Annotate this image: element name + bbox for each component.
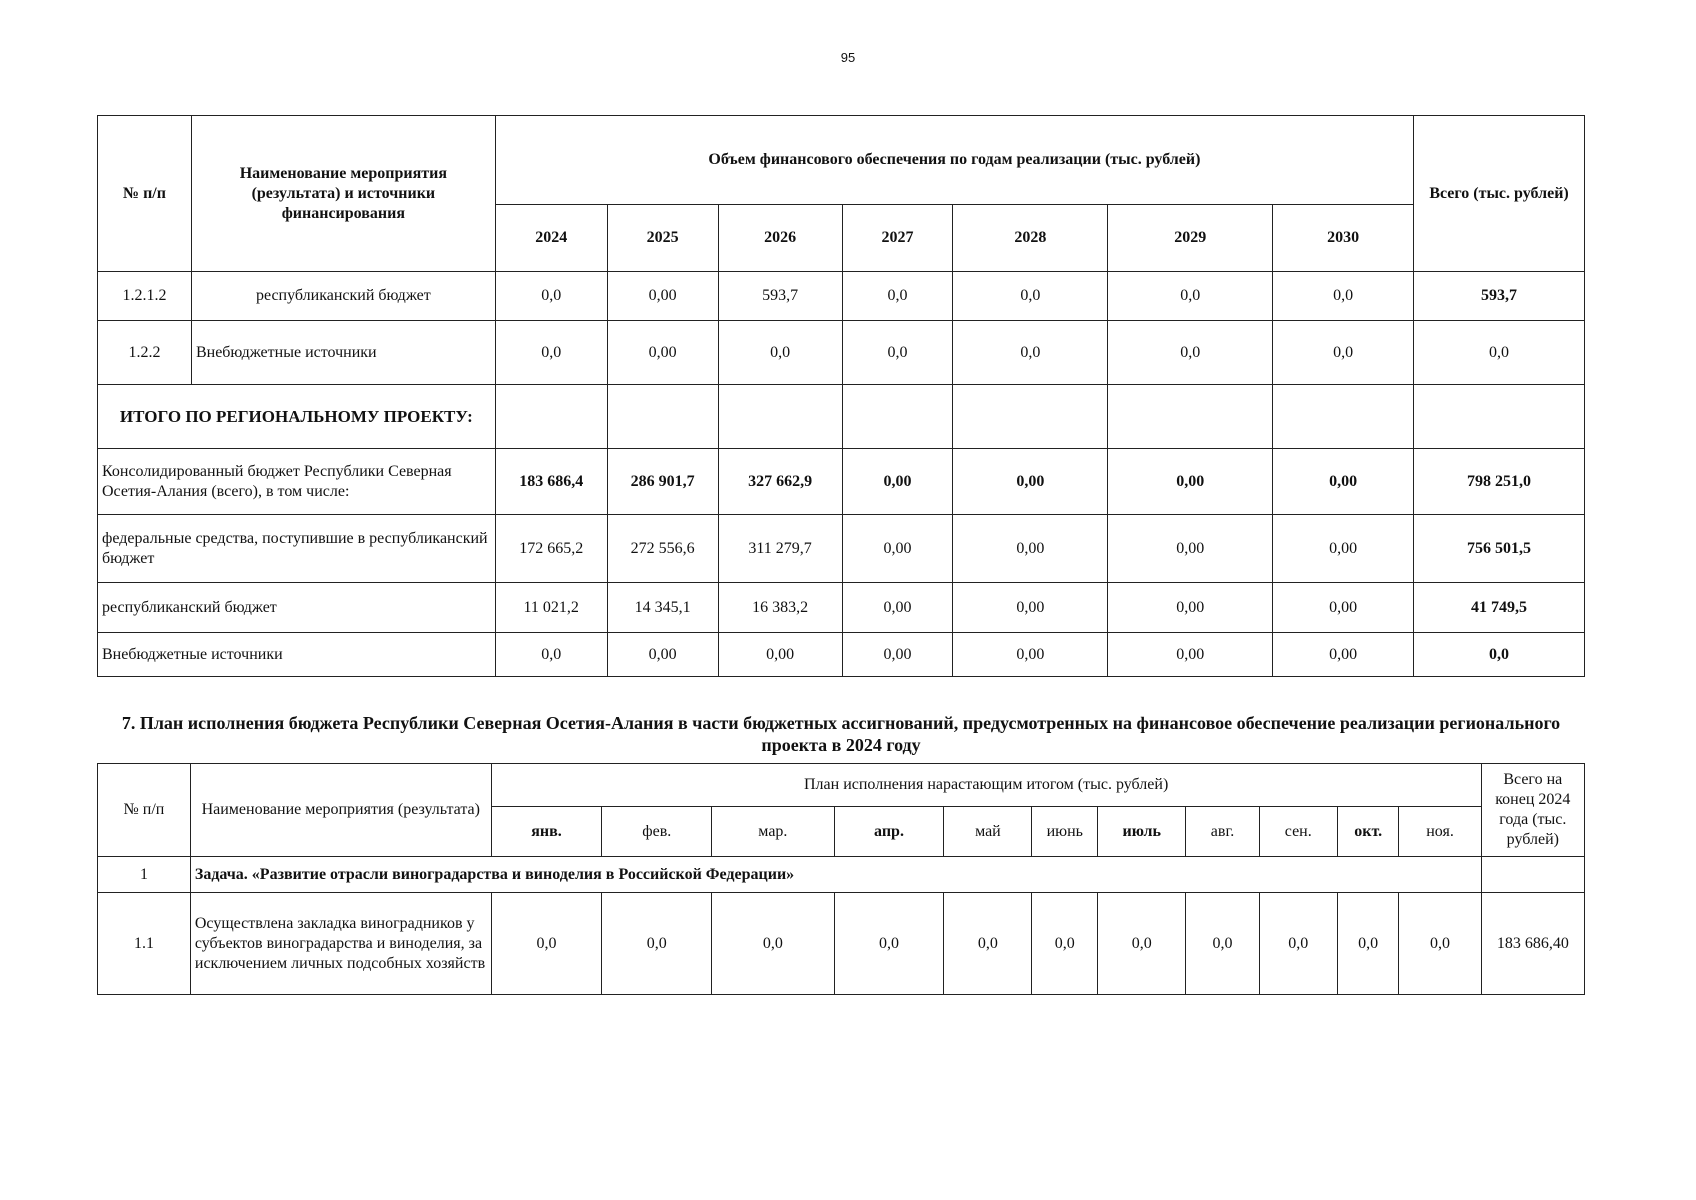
row-value: 0,0 — [602, 893, 712, 995]
row-value: 272 556,6 — [607, 515, 718, 583]
col-header-month: сен. — [1259, 807, 1337, 857]
col-header-month: мар. — [712, 807, 835, 857]
row-value: 0,00 — [718, 633, 842, 677]
row-value: 0,00 — [842, 515, 953, 583]
row-value: 0,0 — [1259, 893, 1337, 995]
budget-plan-table — [97, 763, 1585, 995]
row-value: 0,00 — [607, 321, 718, 385]
section-7-title: 7. План исполнения бюджета Республики Северная Осетия-Алания в части бюджетных ассигнований, предусмотренных на финансовое обеспечение реализации регионального проекта в 2024 году — [121, 713, 1561, 755]
row-name: республиканский бюджет — [98, 583, 496, 633]
col-header-year: 2025 — [607, 205, 718, 272]
row-total: 756 501,5 — [1414, 515, 1585, 583]
table-row — [98, 583, 1585, 633]
row-value: 0,00 — [1108, 449, 1273, 515]
row-value: 0,00 — [1273, 633, 1414, 677]
col-header-total: Всего (тыс. рублей) — [1414, 116, 1585, 272]
task-name: Задача. «Развитие отрасли виноградарства и виноделия в Российской Федерации» — [190, 857, 1481, 893]
row-value: 172 665,2 — [495, 515, 607, 583]
row-value: 0,00 — [953, 449, 1108, 515]
table-row — [98, 321, 1585, 385]
col-header-month: фев. — [602, 807, 712, 857]
task-num: 1 — [98, 857, 191, 893]
row-value: 0,0 — [1337, 893, 1399, 995]
table-row — [98, 272, 1585, 321]
row-value: 0,0 — [712, 893, 835, 995]
row-name: федеральные средства, поступившие в республиканский бюджет — [98, 515, 496, 583]
row-value: 0,0 — [842, 272, 953, 321]
financing-table — [97, 115, 1585, 677]
col-header-months-group: План исполнения нарастающим итогом (тыс. рублей) — [491, 764, 1481, 807]
row-total: 183 686,40 — [1481, 893, 1584, 995]
col-header-month: июнь — [1032, 807, 1098, 857]
row-value: 0,0 — [842, 321, 953, 385]
row-total: 798 251,0 — [1414, 449, 1585, 515]
col-header-year: 2026 — [718, 205, 842, 272]
row-value: 0,0 — [953, 321, 1108, 385]
row-name: Консолидированный бюджет Республики Северная Осетия-Алания (всего), в том числе: — [98, 449, 496, 515]
col-header-num: № п/п — [98, 116, 192, 272]
col-header-month: апр. — [834, 807, 944, 857]
row-num: 1.1 — [98, 893, 191, 995]
col-header-num: № п/п — [98, 764, 191, 857]
row-value: 0,00 — [1273, 449, 1414, 515]
row-name: Внебюджетные источники — [191, 321, 495, 385]
row-value: 311 279,7 — [718, 515, 842, 583]
row-value: 0,0 — [495, 633, 607, 677]
row-value: 0,00 — [607, 633, 718, 677]
col-header-month: янв. — [491, 807, 602, 857]
col-header-month: окт. — [1337, 807, 1399, 857]
row-name: Внебюджетные источники — [98, 633, 496, 677]
table-row — [98, 515, 1585, 583]
row-value: 11 021,2 — [495, 583, 607, 633]
row-total: 0,0 — [1414, 321, 1585, 385]
row-value: 0,0 — [1108, 321, 1273, 385]
row-value: 0,0 — [1273, 321, 1414, 385]
row-value: 0,0 — [834, 893, 944, 995]
row-value: 286 901,7 — [607, 449, 718, 515]
row-value: 0,00 — [953, 583, 1108, 633]
col-header-month: июль — [1098, 807, 1186, 857]
col-header-name: Наименование мероприятия (результата) и источники финансирования — [191, 116, 495, 272]
row-value: 0,0 — [718, 321, 842, 385]
row-value: 0,0 — [495, 272, 607, 321]
col-header-name: Наименование мероприятия (результата) — [190, 764, 491, 857]
row-num: 1.2.2 — [98, 321, 192, 385]
row-value: 0,0 — [1186, 893, 1259, 995]
row-value: 0,00 — [1108, 583, 1273, 633]
row-value: 0,00 — [953, 515, 1108, 583]
row-value: 0,0 — [495, 321, 607, 385]
col-header-year: 2024 — [495, 205, 607, 272]
row-value: 0,00 — [1273, 583, 1414, 633]
col-header-total: Всего на конец 2024 года (тыс. рублей) — [1481, 764, 1584, 857]
col-header-month: авг. — [1186, 807, 1259, 857]
row-value: 0,0 — [944, 893, 1032, 995]
row-value: 0,0 — [1032, 893, 1098, 995]
row-value: 0,00 — [1108, 515, 1273, 583]
task-row — [98, 857, 1585, 893]
row-value: 0,0 — [1399, 893, 1481, 995]
row-total: 593,7 — [1414, 272, 1585, 321]
col-header-year: 2028 — [953, 205, 1108, 272]
table-row — [98, 893, 1585, 995]
row-name: Осуществлена закладка виноградников у субъектов виноградарства и виноделия, за исключением личных подсобных хозяйств — [190, 893, 491, 995]
table-row — [98, 633, 1585, 677]
row-value: 593,7 — [718, 272, 842, 321]
row-value: 0,00 — [842, 583, 953, 633]
col-header-year: 2029 — [1108, 205, 1273, 272]
row-num: 1.2.1.2 — [98, 272, 192, 321]
row-value: 327 662,9 — [718, 449, 842, 515]
col-header-year: 2030 — [1273, 205, 1414, 272]
row-name: республиканский бюджет — [191, 272, 495, 321]
row-value: 0,00 — [842, 449, 953, 515]
col-header-year: 2027 — [842, 205, 953, 272]
row-value: 0,0 — [953, 272, 1108, 321]
row-total: 0,0 — [1414, 633, 1585, 677]
row-value: 0,00 — [1108, 633, 1273, 677]
row-value: 14 345,1 — [607, 583, 718, 633]
row-value: 183 686,4 — [495, 449, 607, 515]
itogo-label: ИТОГО ПО РЕГИОНАЛЬНОМУ ПРОЕКТУ: — [98, 385, 496, 449]
row-value: 0,00 — [607, 272, 718, 321]
col-header-years-group: Объем финансового обеспечения по годам реализации (тыс. рублей) — [495, 116, 1413, 205]
col-header-month: ноя. — [1399, 807, 1481, 857]
page-number: 95 — [840, 50, 856, 65]
row-value: 0,00 — [1273, 515, 1414, 583]
row-value: 0,00 — [842, 633, 953, 677]
row-value: 16 383,2 — [718, 583, 842, 633]
row-value: 0,0 — [1273, 272, 1414, 321]
row-total: 41 749,5 — [1414, 583, 1585, 633]
row-value: 0,0 — [1098, 893, 1186, 995]
col-header-month: май — [944, 807, 1032, 857]
row-value: 0,0 — [1108, 272, 1273, 321]
row-value: 0,00 — [953, 633, 1108, 677]
itogo-row — [98, 385, 1585, 449]
row-value: 0,0 — [491, 893, 602, 995]
table-row — [98, 449, 1585, 515]
